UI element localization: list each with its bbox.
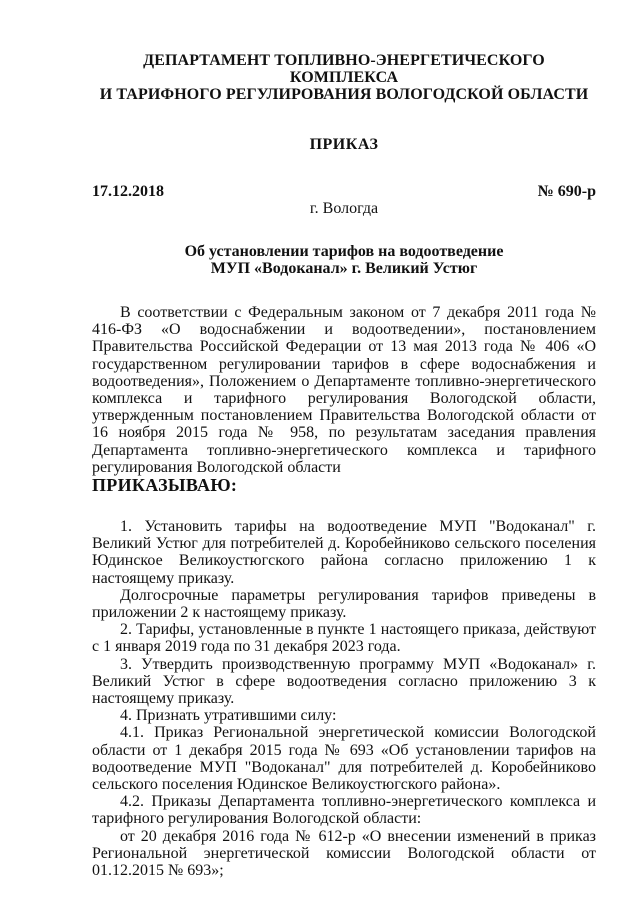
order-item: 4.1. Приказ Региональной энергетической комиссии Вологодской области от 1 декабря 2015 года № 693 «Об установлении тарифов на водоотведение МУП "Водоканал" для потребителей д. Коробейниково сельского поселения Юдинское Великоустюгского района». [92, 724, 596, 794]
order-item: 4.2. Приказы Департамента топливно-энергетического комплекса и тарифного регулирования Вологодской области: [92, 793, 596, 828]
document-number: № 690-р [537, 183, 596, 200]
department-header [92, 52, 596, 103]
document-type: ПРИКАЗ [309, 136, 379, 153]
document-date: 17.12.2018 [92, 183, 164, 200]
document-subject [92, 243, 596, 277]
date-number-row [92, 183, 596, 200]
order-item: 2. Тарифы, установленные в пункте 1 настоящего приказа, действуют с 1 января 2019 года по 31 декабря 2023 года. [92, 621, 596, 656]
order-items [92, 518, 596, 879]
order-item: 4. Признать утратившими силу: [120, 707, 337, 725]
order-item: Долгосрочные параметры регулирования тарифов приведены в приложении 2 к настоящему приказу. [92, 586, 596, 622]
orders-keyword: ПРИКАЗЫВАЮ: [92, 475, 238, 496]
order-item: 3. Утвердить производственную программу МУП «Водоканал» г. Великий Устюг в сфере водоотведения согласно приложению 3 к настоящему приказу. [92, 655, 596, 708]
header-line-2: И ТАРИФНОГО РЕГУЛИРОВАНИЯ ВОЛОГОДСКОЙ ОБЛАСТИ [99, 86, 589, 103]
order-item: от 20 декабря 2016 года № 612-р «О внесении изменений в приказ Региональной энергетической комиссии Вологодской области от 01.12.2015 № 693»; [92, 827, 596, 880]
order-item: 1. Установить тарифы на водоотведение МУП "Водоканал" г. Великий Устюг для потребителей д. Коробейниково сельского поселения Юдинское Великоустюгского района согласно приложению 1 к настоящему приказу. [92, 518, 596, 587]
preamble-text: В соответствии с Федеральным законом от 7 декабря 2011 года № 416-ФЗ «О водоснабжении и водоотведении», постановлением Правительства Российской Федерации от 13 мая 2013 года № 406 «О государственном регулировании тарифов в сфере водоснабжения и водоотведения», Положением о Департаменте топливно-энергетического комплекса и тарифного регулирования Вологодской области, утвержденным постановлением Правительства Вологодской области от 16 ноября 2015 года № 958, по результатам заседания правления Департамента топливно-энергетического комплекса и тарифного регулирования Вологодской области [92, 304, 596, 476]
header-line-1: ДЕПАРТАМЕНТ ТОПЛИВНО-ЭНЕРГЕТИЧЕСКОГО КОМПЛЕКСА [143, 52, 545, 86]
document-city: г. Вологда [309, 200, 379, 217]
subject-line-1: Об установлении тарифов на водоотведение [184, 243, 504, 260]
subject-line-2: МУП «Водоканал» г. Великий Устюг [210, 260, 478, 277]
preamble [92, 304, 596, 495]
document-page [92, 52, 596, 879]
